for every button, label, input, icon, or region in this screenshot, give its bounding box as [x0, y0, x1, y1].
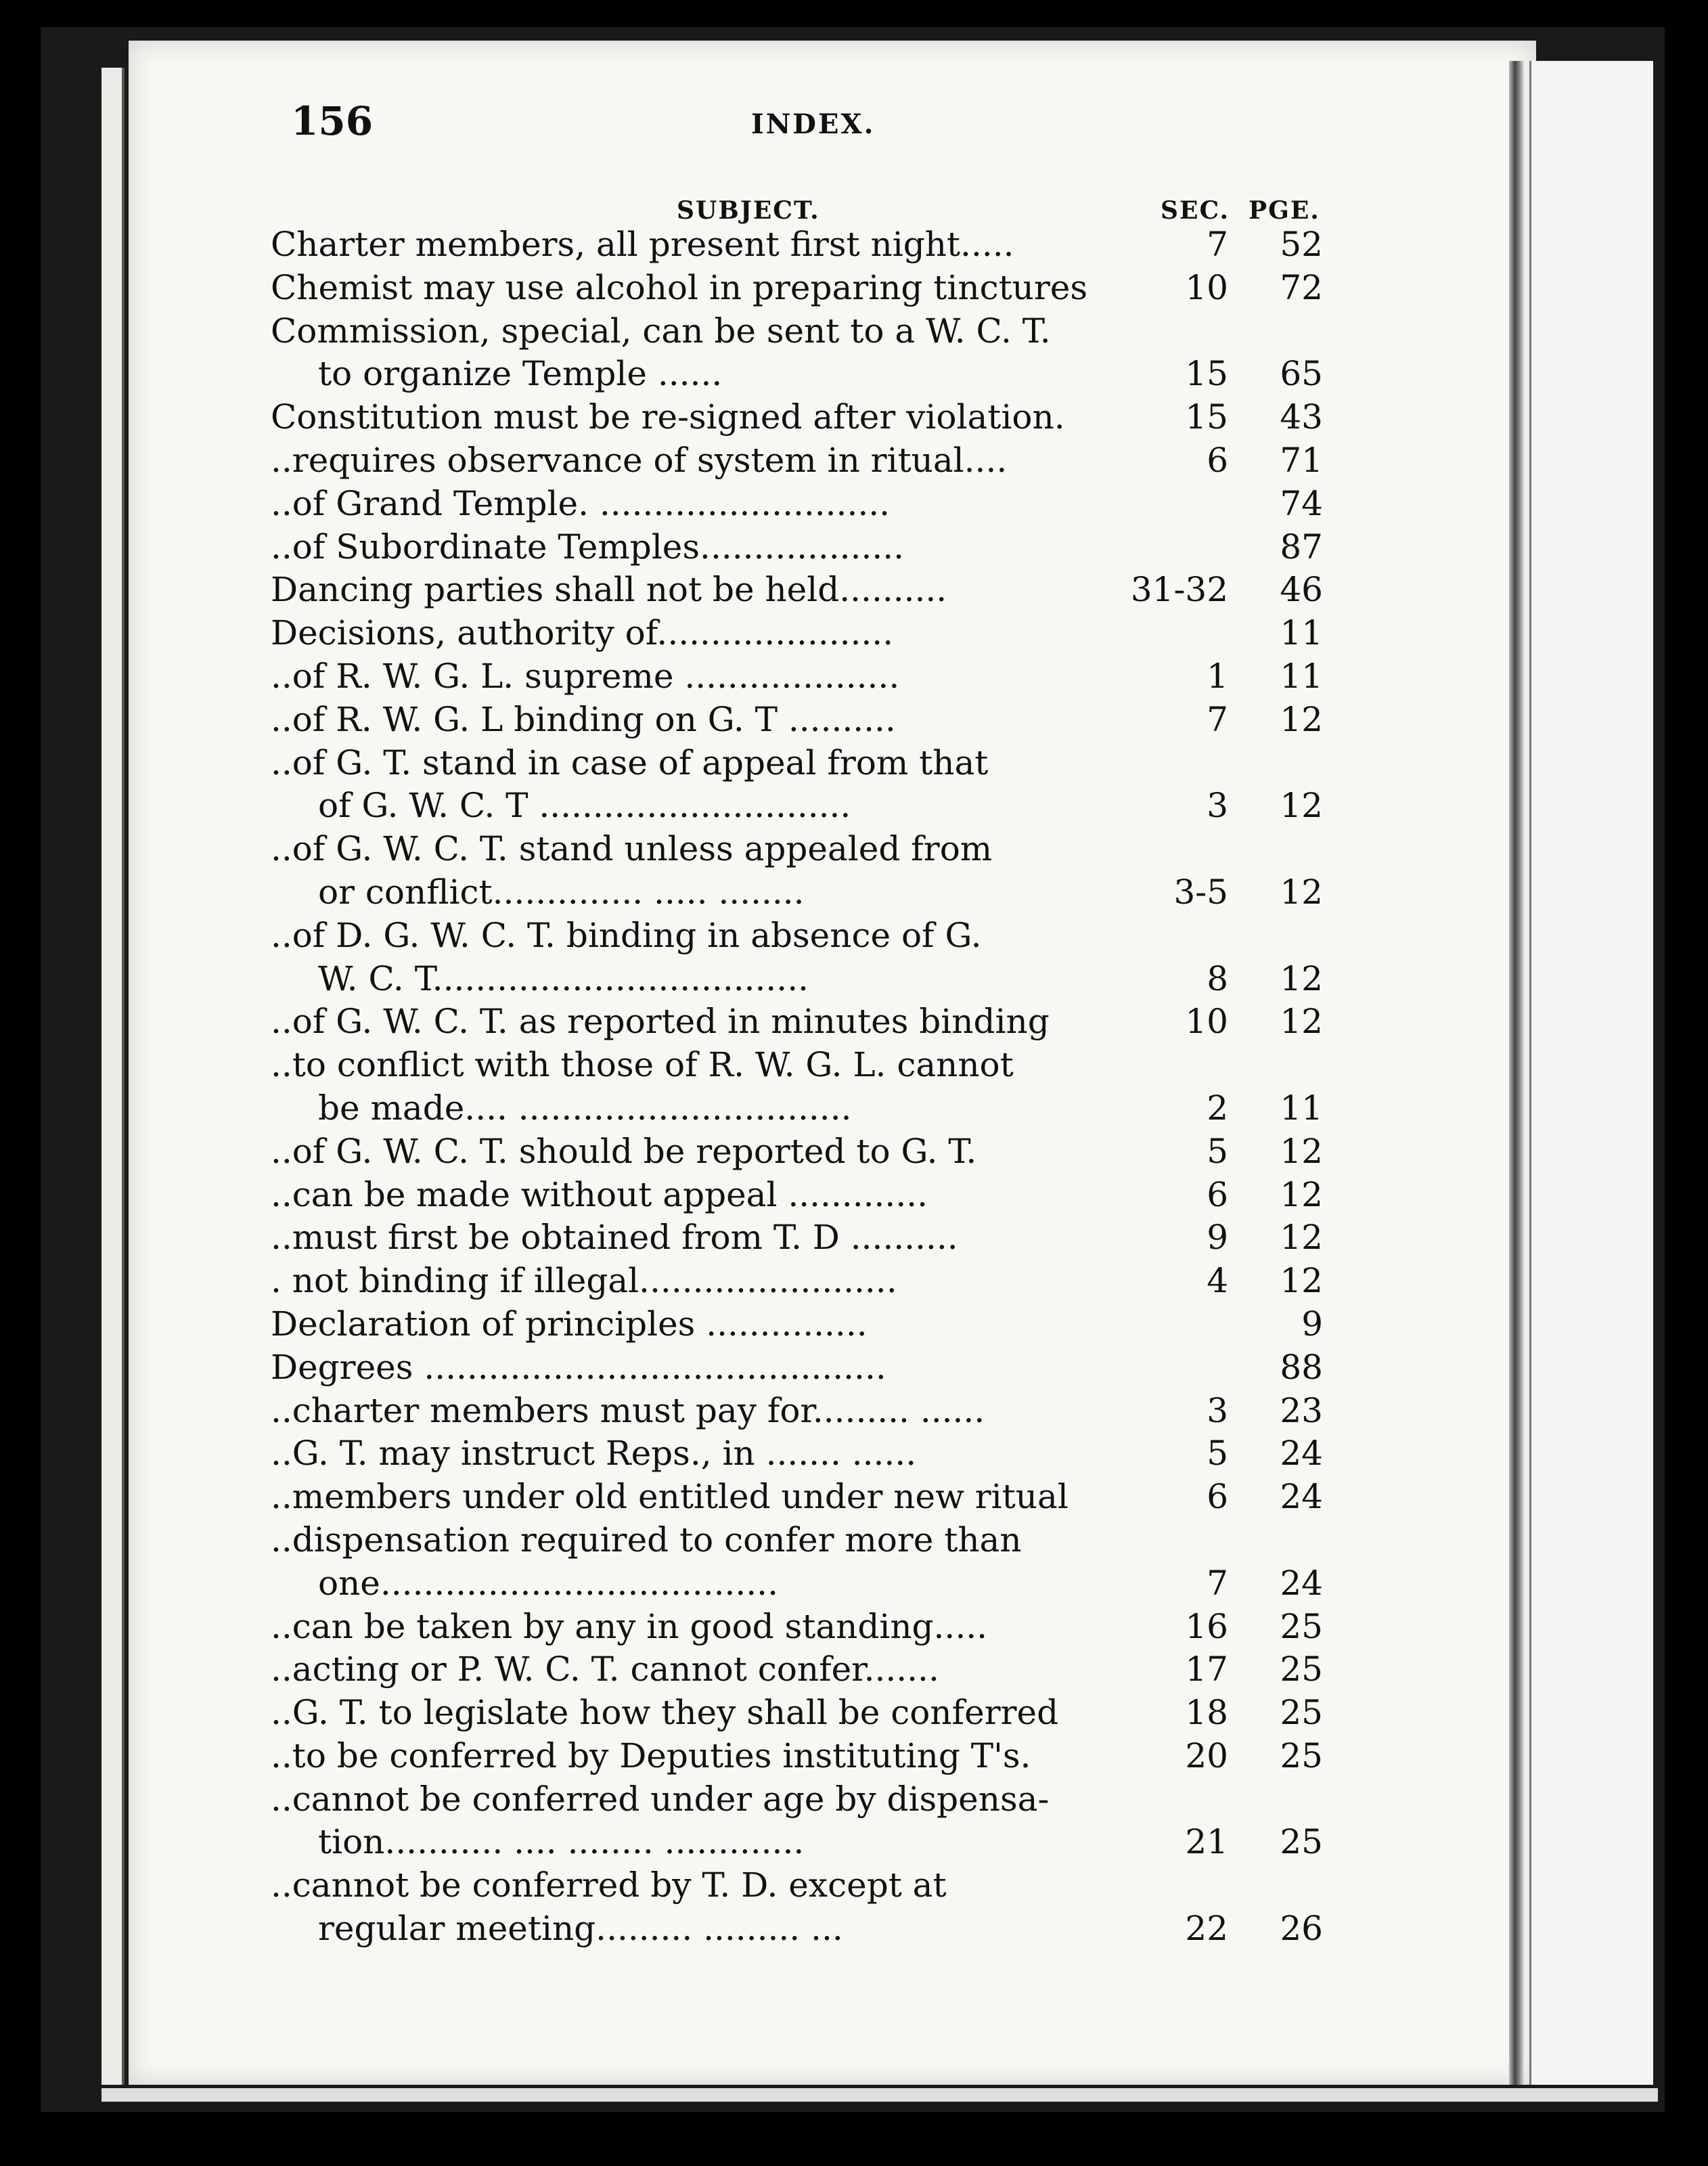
index-entry: [271, 1821, 1340, 1864]
entry-page: 12: [1280, 1218, 1323, 1258]
entry-text: ..must first be obtained from T. D ..........: [271, 1218, 958, 1258]
index-entry: [271, 958, 1340, 1001]
index-entry: [271, 699, 1340, 742]
entry-page: 26: [1280, 1909, 1323, 1949]
entry-section: 3: [1207, 1390, 1228, 1430]
index-entry: [271, 871, 1340, 914]
entry-text: one.....................................: [318, 1563, 778, 1603]
entry-section: 20: [1185, 1736, 1228, 1775]
page-edge: [102, 68, 125, 2085]
entry-page: 12: [1280, 786, 1323, 826]
index-entry: [271, 1519, 1340, 1562]
entry-text: ..members under old entitled under new ritual: [271, 1477, 1069, 1517]
entry-text: Degrees ...........................................: [271, 1347, 886, 1387]
entry-text: ..G. T. to legislate how they shall be conferred: [271, 1693, 1059, 1733]
page-title: INDEX.: [751, 108, 876, 140]
entry-page: 12: [1280, 872, 1323, 912]
entry-text: ..to be conferred by Deputies instituting T's.: [271, 1736, 1031, 1775]
entry-page: 25: [1280, 1736, 1323, 1775]
index-entry: [271, 310, 1340, 353]
page-header: [291, 98, 1340, 146]
index-entry: [271, 1778, 1340, 1821]
entry-page: 12: [1280, 958, 1323, 998]
entry-text: ..of R. W. G. L. supreme ....................: [271, 656, 900, 696]
entry-page: 88: [1280, 1347, 1323, 1387]
entry-section: 3-5: [1173, 872, 1228, 912]
subject-column-header: SUBJECT.: [677, 196, 820, 225]
entry-text: ..of G. W. C. T. stand unless appealed from: [271, 829, 993, 869]
index-entry: [271, 1692, 1340, 1735]
entry-text: ..of D. G. W. C. T. binding in absence of G.: [271, 915, 982, 955]
index-entry: [271, 569, 1340, 612]
entry-text: ..dispensation required to confer more than: [271, 1520, 1022, 1560]
entry-page: 12: [1280, 1174, 1323, 1214]
entry-text: ..requires observance of system in ritual....: [271, 440, 1008, 480]
entry-text: Dancing parties shall not be held..........: [271, 570, 947, 610]
entry-page: 25: [1280, 1606, 1323, 1646]
entry-text: or conflict.............. ..... ........: [318, 872, 805, 912]
entry-page: 72: [1280, 267, 1323, 307]
index-entry: [271, 1346, 1340, 1390]
entry-page: 24: [1280, 1434, 1323, 1474]
entry-text: . not binding if illegal........................: [271, 1261, 897, 1301]
entry-page: 43: [1280, 397, 1323, 437]
entry-section: 10: [1185, 267, 1228, 307]
entry-section: 15: [1185, 397, 1228, 437]
entry-page: 74: [1280, 483, 1323, 523]
entry-text: be made.... ...............................: [318, 1088, 852, 1128]
index-entry: [271, 267, 1340, 310]
index-entry: [271, 1432, 1340, 1476]
entry-text: Constitution must be re-signed after violation.: [271, 397, 1065, 437]
entry-text: W. C. T...................................: [318, 958, 809, 998]
entry-section: 18: [1185, 1693, 1228, 1733]
entry-section: 7: [1207, 1563, 1228, 1603]
index-entry: [271, 1606, 1340, 1649]
entry-text: ..can be made without appeal .............: [271, 1174, 928, 1214]
entry-page: 71: [1280, 440, 1323, 480]
entry-page: 12: [1280, 699, 1323, 739]
book-spine: [1509, 61, 1524, 2085]
entry-text: ..acting or P. W. C. T. cannot confer.......: [271, 1650, 939, 1689]
entry-page: 65: [1280, 354, 1323, 394]
index-entry: [271, 1648, 1340, 1692]
index-entry: [271, 526, 1340, 569]
entry-section: 4: [1207, 1261, 1228, 1301]
index-entry: [271, 1087, 1340, 1130]
entry-page: 9: [1301, 1304, 1323, 1344]
page-column-header: PGE.: [1249, 196, 1320, 225]
index-entries: [271, 223, 1340, 1951]
entry-text: ..of G. T. stand in case of appeal from that: [271, 743, 989, 782]
index-entry: [271, 439, 1340, 483]
entry-page: 11: [1280, 1088, 1323, 1128]
entry-text: ..of R. W. G. L binding on G. T ..........: [271, 699, 896, 739]
entry-page: 12: [1280, 1261, 1323, 1301]
entry-text: ..cannot be conferred by T. D. except at: [271, 1865, 947, 1905]
entry-page: 12: [1280, 1131, 1323, 1171]
entry-section: 17: [1185, 1650, 1228, 1689]
index-entry: [271, 1260, 1340, 1303]
index-entry: [271, 1907, 1340, 1951]
page-bottom-edge: [102, 2088, 1658, 2102]
index-entry: [271, 353, 1340, 396]
entry-section: 31-32: [1130, 570, 1228, 610]
index-entry: [271, 1174, 1340, 1217]
facing-page-edge: [1529, 61, 1653, 2085]
entry-text: to organize Temple ......: [318, 354, 723, 394]
entry-text: ..of Grand Temple. ...........................: [271, 483, 891, 523]
entry-text: ..of G. W. C. T. should be reported to G. T.: [271, 1131, 977, 1171]
entry-page: 24: [1280, 1563, 1323, 1603]
index-entry: [271, 914, 1340, 958]
index-entry: [271, 1390, 1340, 1433]
entry-page: 52: [1280, 225, 1323, 264]
entry-section: 5: [1207, 1434, 1228, 1474]
entry-page: 46: [1280, 570, 1323, 610]
entry-page: 25: [1280, 1693, 1323, 1733]
entry-section: 10: [1185, 1002, 1228, 1042]
entry-text: ..G. T. may instruct Reps., in ....... ......: [271, 1434, 917, 1474]
entry-text: tion........... .... ........ .............: [318, 1822, 805, 1862]
entry-text: Commission, special, can be sent to a W. C. T.: [271, 311, 1051, 351]
entry-text: Charter members, all present first night.....: [271, 225, 1014, 264]
index-entry: [271, 1735, 1340, 1778]
entry-text: Decisions, authority of......................: [271, 613, 894, 653]
index-entry: [271, 1000, 1340, 1044]
entry-page: 25: [1280, 1650, 1323, 1689]
index-entry: [271, 1216, 1340, 1260]
entry-page: 23: [1280, 1390, 1323, 1430]
entry-text: Chemist may use alcohol in preparing tinctures: [271, 267, 1088, 307]
entry-page: 11: [1280, 613, 1323, 653]
entry-text: of G. W. C. T .............................: [318, 786, 851, 826]
entry-section: 15: [1185, 354, 1228, 394]
index-entry: [271, 396, 1340, 439]
entry-section: 6: [1207, 1477, 1228, 1517]
index-entry: [271, 223, 1340, 267]
entry-text: ..cannot be conferred under age by dispensa-: [271, 1779, 1050, 1819]
entry-section: 6: [1207, 440, 1228, 480]
index-entry: [271, 1044, 1340, 1087]
entry-text: ..to conflict with those of R. W. G. L. cannot: [271, 1045, 1014, 1085]
entry-text: Declaration of principles ...............: [271, 1304, 868, 1344]
entry-text: ..charter members must pay for......... ......: [271, 1390, 985, 1430]
index-entry: [271, 612, 1340, 655]
index-entry: [271, 483, 1340, 526]
entry-text: ..of Subordinate Temples...................: [271, 527, 905, 567]
entry-text: ..can be taken by any in good standing.....: [271, 1606, 988, 1646]
entry-section: 22: [1185, 1909, 1228, 1949]
section-column-header: SEC.: [1161, 196, 1230, 225]
index-entry: [271, 1303, 1340, 1346]
index-entry: [271, 742, 1340, 785]
index-entry: [271, 784, 1340, 828]
index-entry: [271, 1130, 1340, 1174]
entry-section: 3: [1207, 786, 1228, 826]
index-entry: [271, 655, 1340, 699]
entry-section: 1: [1207, 656, 1228, 696]
entry-page: 87: [1280, 527, 1323, 567]
entry-page: 11: [1280, 656, 1323, 696]
entry-text: regular meeting......... ......... ...: [318, 1909, 843, 1949]
index-entry: [271, 1476, 1340, 1519]
index-entry: [271, 1562, 1340, 1606]
entry-section: 21: [1185, 1822, 1228, 1862]
entry-section: 16: [1185, 1606, 1228, 1646]
entry-section: 9: [1207, 1218, 1228, 1258]
entry-section: 2: [1207, 1088, 1228, 1128]
index-entry: [271, 1864, 1340, 1907]
entry-section: 5: [1207, 1131, 1228, 1171]
entry-page: 25: [1280, 1822, 1323, 1862]
page-number: 156: [291, 98, 374, 144]
entry-page: 12: [1280, 1002, 1323, 1042]
entry-section: 7: [1207, 225, 1228, 264]
entry-page: 24: [1280, 1477, 1323, 1517]
entry-text: ..of G. W. C. T. as reported in minutes binding: [271, 1002, 1050, 1042]
entry-section: 8: [1207, 958, 1228, 998]
entry-section: 6: [1207, 1174, 1228, 1214]
index-entry: [271, 828, 1340, 871]
entry-section: 7: [1207, 699, 1228, 739]
